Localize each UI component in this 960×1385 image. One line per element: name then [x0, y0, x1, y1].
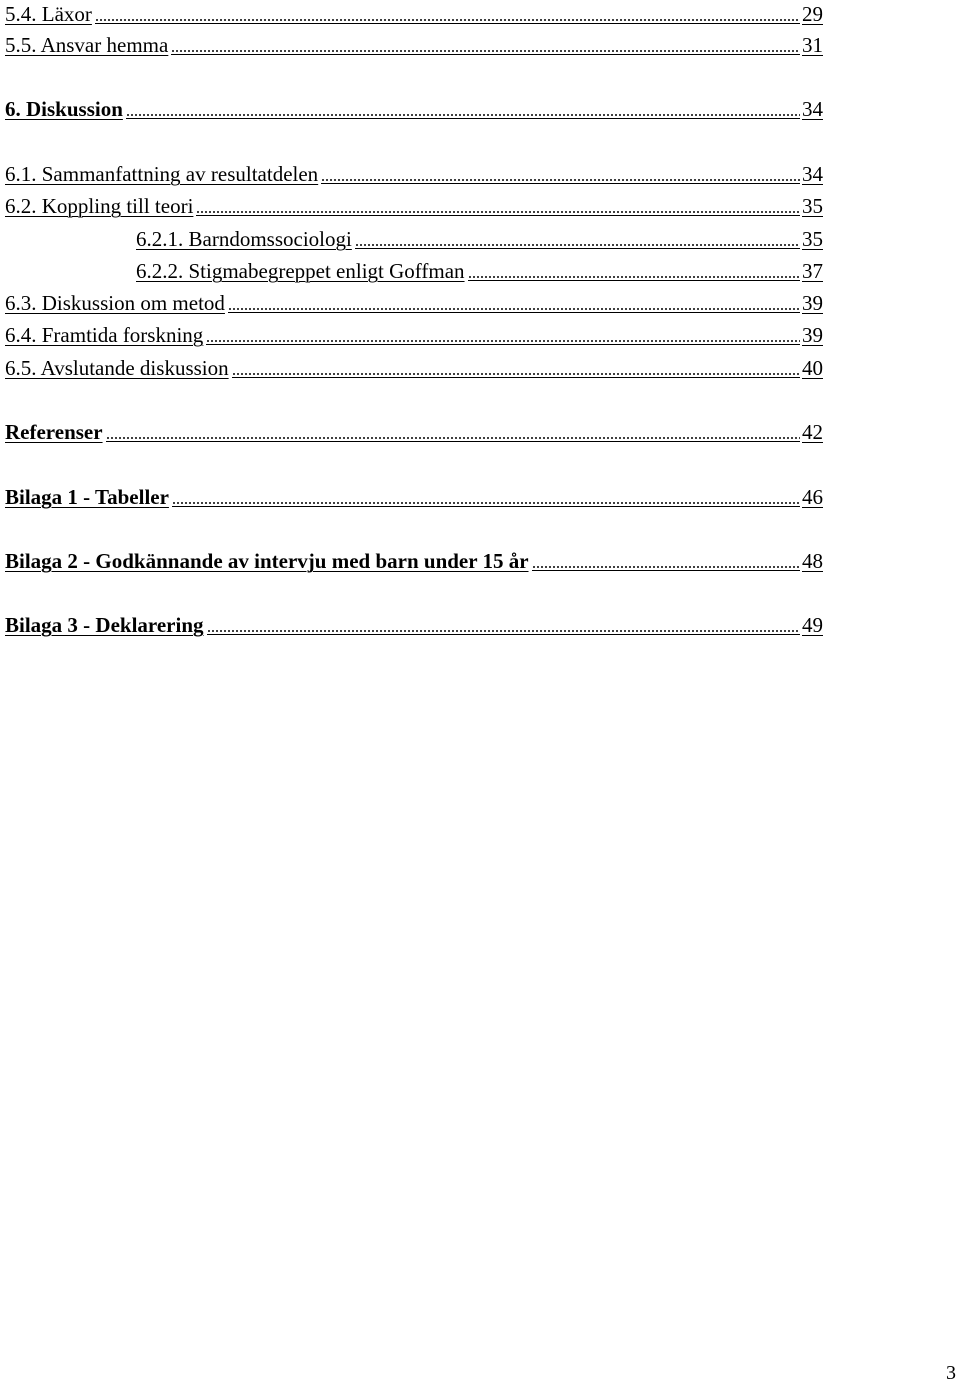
- toc-entry-5-5[interactable]: [5, 31, 823, 57]
- toc-entry-label: 6.2.2. Stigmabegreppet enligt Goffman: [136, 259, 465, 283]
- toc-leader-dots: [532, 565, 800, 571]
- toc-leader-dots: [355, 243, 800, 249]
- toc-entry-label: 6.3. Diskussion om metod: [5, 291, 225, 315]
- toc-entry-label: 5.4. Läxor: [5, 2, 92, 26]
- toc-leader-dots: [207, 629, 800, 635]
- toc-entry-6[interactable]: [5, 95, 823, 121]
- toc-entry-page: 31: [802, 33, 823, 57]
- toc-entry-bilaga-3[interactable]: [5, 611, 823, 637]
- toc-leader-dots: [196, 210, 800, 216]
- toc-leader-dots: [95, 18, 800, 24]
- toc-entry-page: 29: [802, 2, 823, 26]
- toc-entry-bilaga-1[interactable]: [5, 483, 823, 509]
- toc-leader-dots: [321, 178, 800, 184]
- toc-entry-6-5[interactable]: [5, 354, 823, 380]
- page-number: 3: [946, 1362, 956, 1384]
- toc-entry-label: 6.2.1. Barndomssociologi: [136, 227, 352, 251]
- toc-entry-page: 46: [802, 485, 823, 509]
- toc-entry-page: 34: [802, 162, 823, 186]
- toc-entry-page: 39: [802, 323, 823, 347]
- toc-entry-label: 6. Diskussion: [5, 97, 123, 121]
- toc-entry-label: 6.1. Sammanfattning av resultatdelen: [5, 162, 319, 186]
- toc-entry-6-4[interactable]: [5, 321, 823, 347]
- toc-entry-page: 34: [802, 97, 823, 121]
- toc-entry-page: 35: [802, 194, 823, 218]
- toc-entry-6-2[interactable]: [5, 192, 823, 218]
- toc-entry-page: 37: [802, 259, 823, 283]
- toc-entry-page: 35: [802, 227, 823, 251]
- toc-entry-label: 6.5. Avslutande diskussion: [5, 356, 229, 380]
- toc-entry-label: Referenser: [5, 420, 103, 444]
- toc-entry-page: 48: [802, 549, 823, 573]
- toc-entry-5-4[interactable]: [5, 0, 823, 26]
- toc-entry-label: Bilaga 3 - Deklarering: [5, 613, 204, 637]
- toc-entry-page: 39: [802, 291, 823, 315]
- toc-leader-dots: [206, 339, 800, 345]
- toc-entry-6-1[interactable]: [5, 160, 823, 186]
- toc-entry-6-2-2[interactable]: [5, 257, 823, 283]
- toc-entry-6-3[interactable]: [5, 289, 823, 315]
- toc-leader-dots: [171, 49, 800, 55]
- toc-leader-dots: [106, 436, 800, 442]
- toc-entry-page: 49: [802, 613, 823, 637]
- toc-entry-bilaga-2[interactable]: [5, 547, 823, 573]
- toc-entry-referenser[interactable]: [5, 418, 823, 444]
- toc-entry-page: 42: [802, 420, 823, 444]
- toc-entry-page: 40: [802, 356, 823, 380]
- toc-entry-label: 6.2. Koppling till teori: [5, 194, 194, 218]
- toc-leader-dots: [228, 307, 800, 313]
- toc-leader-dots: [232, 372, 800, 378]
- toc-leader-dots: [172, 501, 800, 507]
- toc-entry-label: 5.5. Ansvar hemma: [5, 33, 169, 57]
- toc-leader-dots: [126, 113, 800, 119]
- toc-entry-label: Bilaga 1 - Tabeller: [5, 485, 169, 509]
- toc-entry-label: Bilaga 2 - Godkännande av intervju med barn under 15 år: [5, 549, 529, 573]
- toc-entry-6-2-1[interactable]: [5, 225, 823, 251]
- toc-entry-label: 6.4. Framtida forskning: [5, 323, 204, 347]
- toc-leader-dots: [468, 275, 800, 281]
